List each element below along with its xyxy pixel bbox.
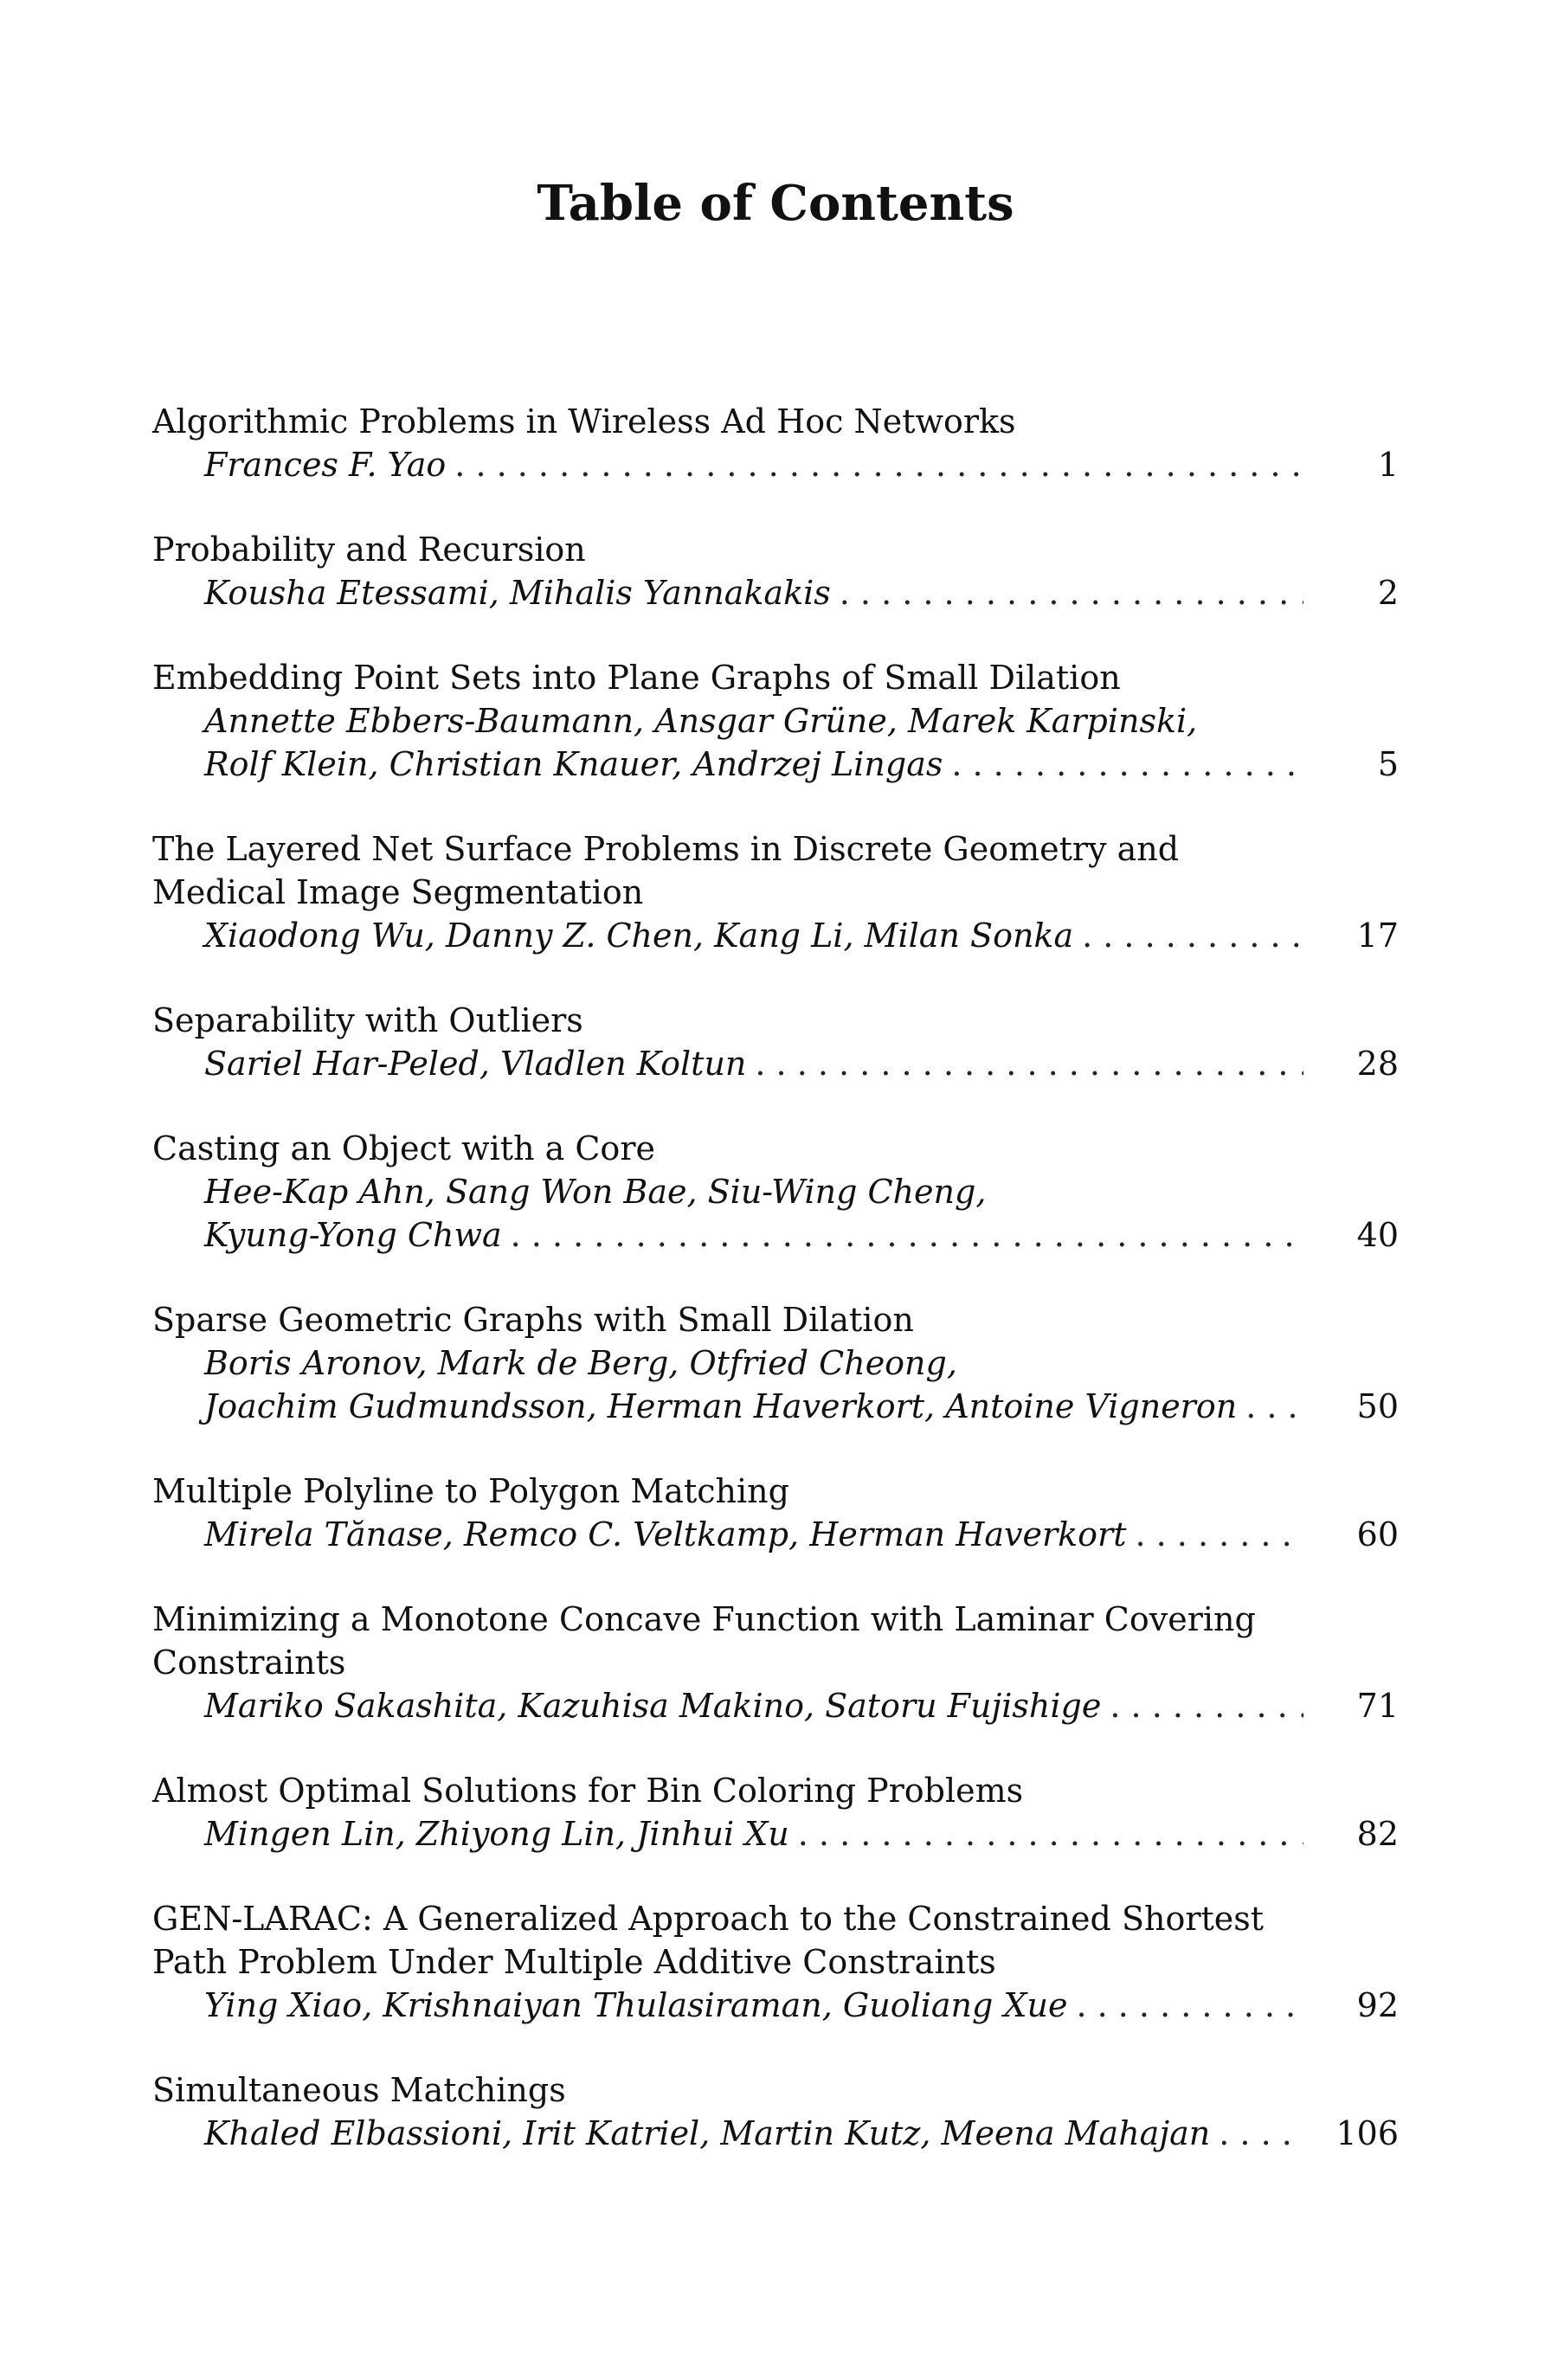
entry-title: Sparse Geometric Graphs with Small Dilation: [152, 1301, 914, 1339]
dot-leader: [511, 1213, 1303, 1257]
entry-page-number: 1: [1377, 446, 1399, 484]
dot-leader: [798, 1812, 1303, 1856]
entry-authors-text: Rolf Klein, Christian Knauer, Andrzej Lingas: [204, 745, 943, 783]
entry-title: Algorithmic Problems in Wireless Ad Hoc Networks: [152, 402, 1016, 441]
dot-leader: [1076, 1984, 1303, 2027]
entry-authors: [152, 1513, 1399, 1556]
entry-authors-text: Ying Xiao, Krishnaiyan Thulasiraman, Guoliang Xue: [204, 1986, 1068, 2024]
entry-title: Almost Optimal Solutions for Bin Coloring Problems: [152, 1772, 1024, 1810]
dot-leader: [1219, 2112, 1303, 2155]
entry-title: Simultaneous Matchings: [152, 2071, 566, 2109]
dot-leader: [951, 743, 1303, 786]
entry-page-number: 82: [1356, 1815, 1399, 1853]
toc-entry[interactable]: [152, 1598, 1399, 1727]
toc-entry[interactable]: [152, 1298, 1399, 1428]
entry-authors-text: Kousha Etessami, Mihalis Yannakakis: [204, 574, 831, 612]
entry-page-number: 5: [1377, 745, 1399, 783]
entry-authors: [152, 1042, 1399, 1085]
dot-leader: [840, 571, 1303, 614]
entry-last-line: [152, 1984, 1399, 2027]
entry-page-number: 40: [1356, 1216, 1399, 1254]
toc-entry[interactable]: [152, 1769, 1399, 1856]
dot-leader: [1135, 1513, 1303, 1556]
toc-entry[interactable]: [152, 1897, 1399, 2027]
toc-entry[interactable]: [152, 528, 1399, 614]
entry-authors: [152, 571, 1399, 614]
entry-last-line: [152, 2112, 1399, 2155]
entry-authors-line: Boris Aronov, Mark de Berg, Otfried Cheong,: [204, 1344, 957, 1382]
toc-entry[interactable]: [152, 1127, 1399, 1257]
entry-title: Probability and Recursion: [152, 531, 586, 569]
entry-authors-line: Annette Ebbers-Baumann, Ansgar Grüne, Marek Karpinski,: [204, 702, 1198, 740]
toc-entry[interactable]: [152, 827, 1399, 957]
entry-last-line: [152, 1385, 1399, 1428]
entry-authors-text: Xiaodong Wu, Danny Z. Chen, Kang Li, Milan Sonka: [204, 917, 1074, 955]
entry-authors-text: Sariel Har-Peled, Vladlen Koltun: [204, 1045, 747, 1083]
entry-authors-text: Kyung-Yong Chwa: [204, 1216, 502, 1254]
entry-authors-line: Hee-Kap Ahn, Sang Won Bae, Siu-Wing Cheng,: [204, 1173, 987, 1211]
entry-page-number: 60: [1356, 1515, 1399, 1553]
dot-leader: [1082, 914, 1303, 957]
entry-authors: [152, 1170, 1399, 1257]
entry-last-line: [152, 571, 1399, 614]
entry-authors-text: Khaled Elbassioni, Irit Katriel, Martin Kutz, Meena Mahajan: [204, 2114, 1211, 2152]
dot-leader: [1245, 1385, 1303, 1428]
entry-page-number: 28: [1356, 1045, 1399, 1083]
entry-page-number: 71: [1356, 1687, 1399, 1725]
page-title: Table of Contents: [537, 175, 1014, 232]
entry-page-number: 92: [1356, 1986, 1399, 2024]
toc-entry[interactable]: [152, 999, 1399, 1085]
entry-title: Embedding Point Sets into Plane Graphs of Small Dilation: [152, 659, 1121, 697]
entry-last-line: [152, 1513, 1399, 1556]
entry-page-number: 50: [1356, 1387, 1399, 1425]
entry-last-line: [152, 1684, 1399, 1727]
entry-title: Multiple Polyline to Polygon Matching: [152, 1472, 789, 1510]
entry-authors-text: Mirela Tănase, Remco C. Veltkamp, Herman Haverkort: [204, 1515, 1127, 1553]
dot-leader: [454, 443, 1303, 486]
entry-last-line: [152, 1812, 1399, 1856]
toc-entry[interactable]: [152, 1470, 1399, 1556]
entry-authors: [152, 914, 1399, 957]
entry-title: The Layered Net Surface Problems in Discrete Geometry and Medical Image Segmentation: [152, 830, 1180, 911]
entry-last-line: [152, 443, 1399, 486]
entry-authors: [152, 699, 1399, 786]
entry-title: Casting an Object with a Core: [152, 1129, 655, 1167]
entry-authors: [152, 1341, 1399, 1428]
entry-last-line: [152, 1042, 1399, 1085]
entry-authors: [152, 1684, 1399, 1727]
entry-authors-text: Frances F. Yao: [204, 446, 447, 484]
dot-leader: [1110, 1684, 1303, 1727]
entry-last-line: [152, 914, 1399, 957]
entry-authors-text: Mingen Lin, Zhiyong Lin, Jinhui Xu: [204, 1815, 789, 1853]
toc-entry[interactable]: [152, 400, 1399, 486]
entry-page-number: 106: [1335, 2114, 1399, 2152]
entry-authors: [152, 1812, 1399, 1856]
entry-authors: [152, 1984, 1399, 2027]
entry-title: Separability with Outliers: [152, 1001, 583, 1039]
dot-leader: [755, 1042, 1303, 1085]
entry-title: Minimizing a Monotone Concave Function with Laminar Covering Constraints: [152, 1600, 1256, 1682]
entry-last-line: [152, 743, 1399, 786]
entry-authors-text: Mariko Sakashita, Kazuhisa Makino, Satoru Fujishige: [204, 1687, 1102, 1725]
toc-entry[interactable]: [152, 2068, 1399, 2155]
entry-last-line: [152, 1213, 1399, 1257]
entry-authors-text: Joachim Gudmundsson, Herman Haverkort, Antoine Vigneron: [204, 1387, 1238, 1425]
entry-authors: [152, 2112, 1399, 2155]
entry-page-number: 17: [1356, 917, 1399, 955]
entry-title: GEN-LARAC: A Generalized Approach to the Constrained Shortest Path Problem Under Multiple Additive Constraints: [152, 1900, 1265, 1981]
toc-list: [152, 400, 1399, 2197]
toc-entry[interactable]: [152, 656, 1399, 786]
entry-authors: [152, 443, 1399, 486]
entry-page-number: 2: [1377, 574, 1399, 612]
